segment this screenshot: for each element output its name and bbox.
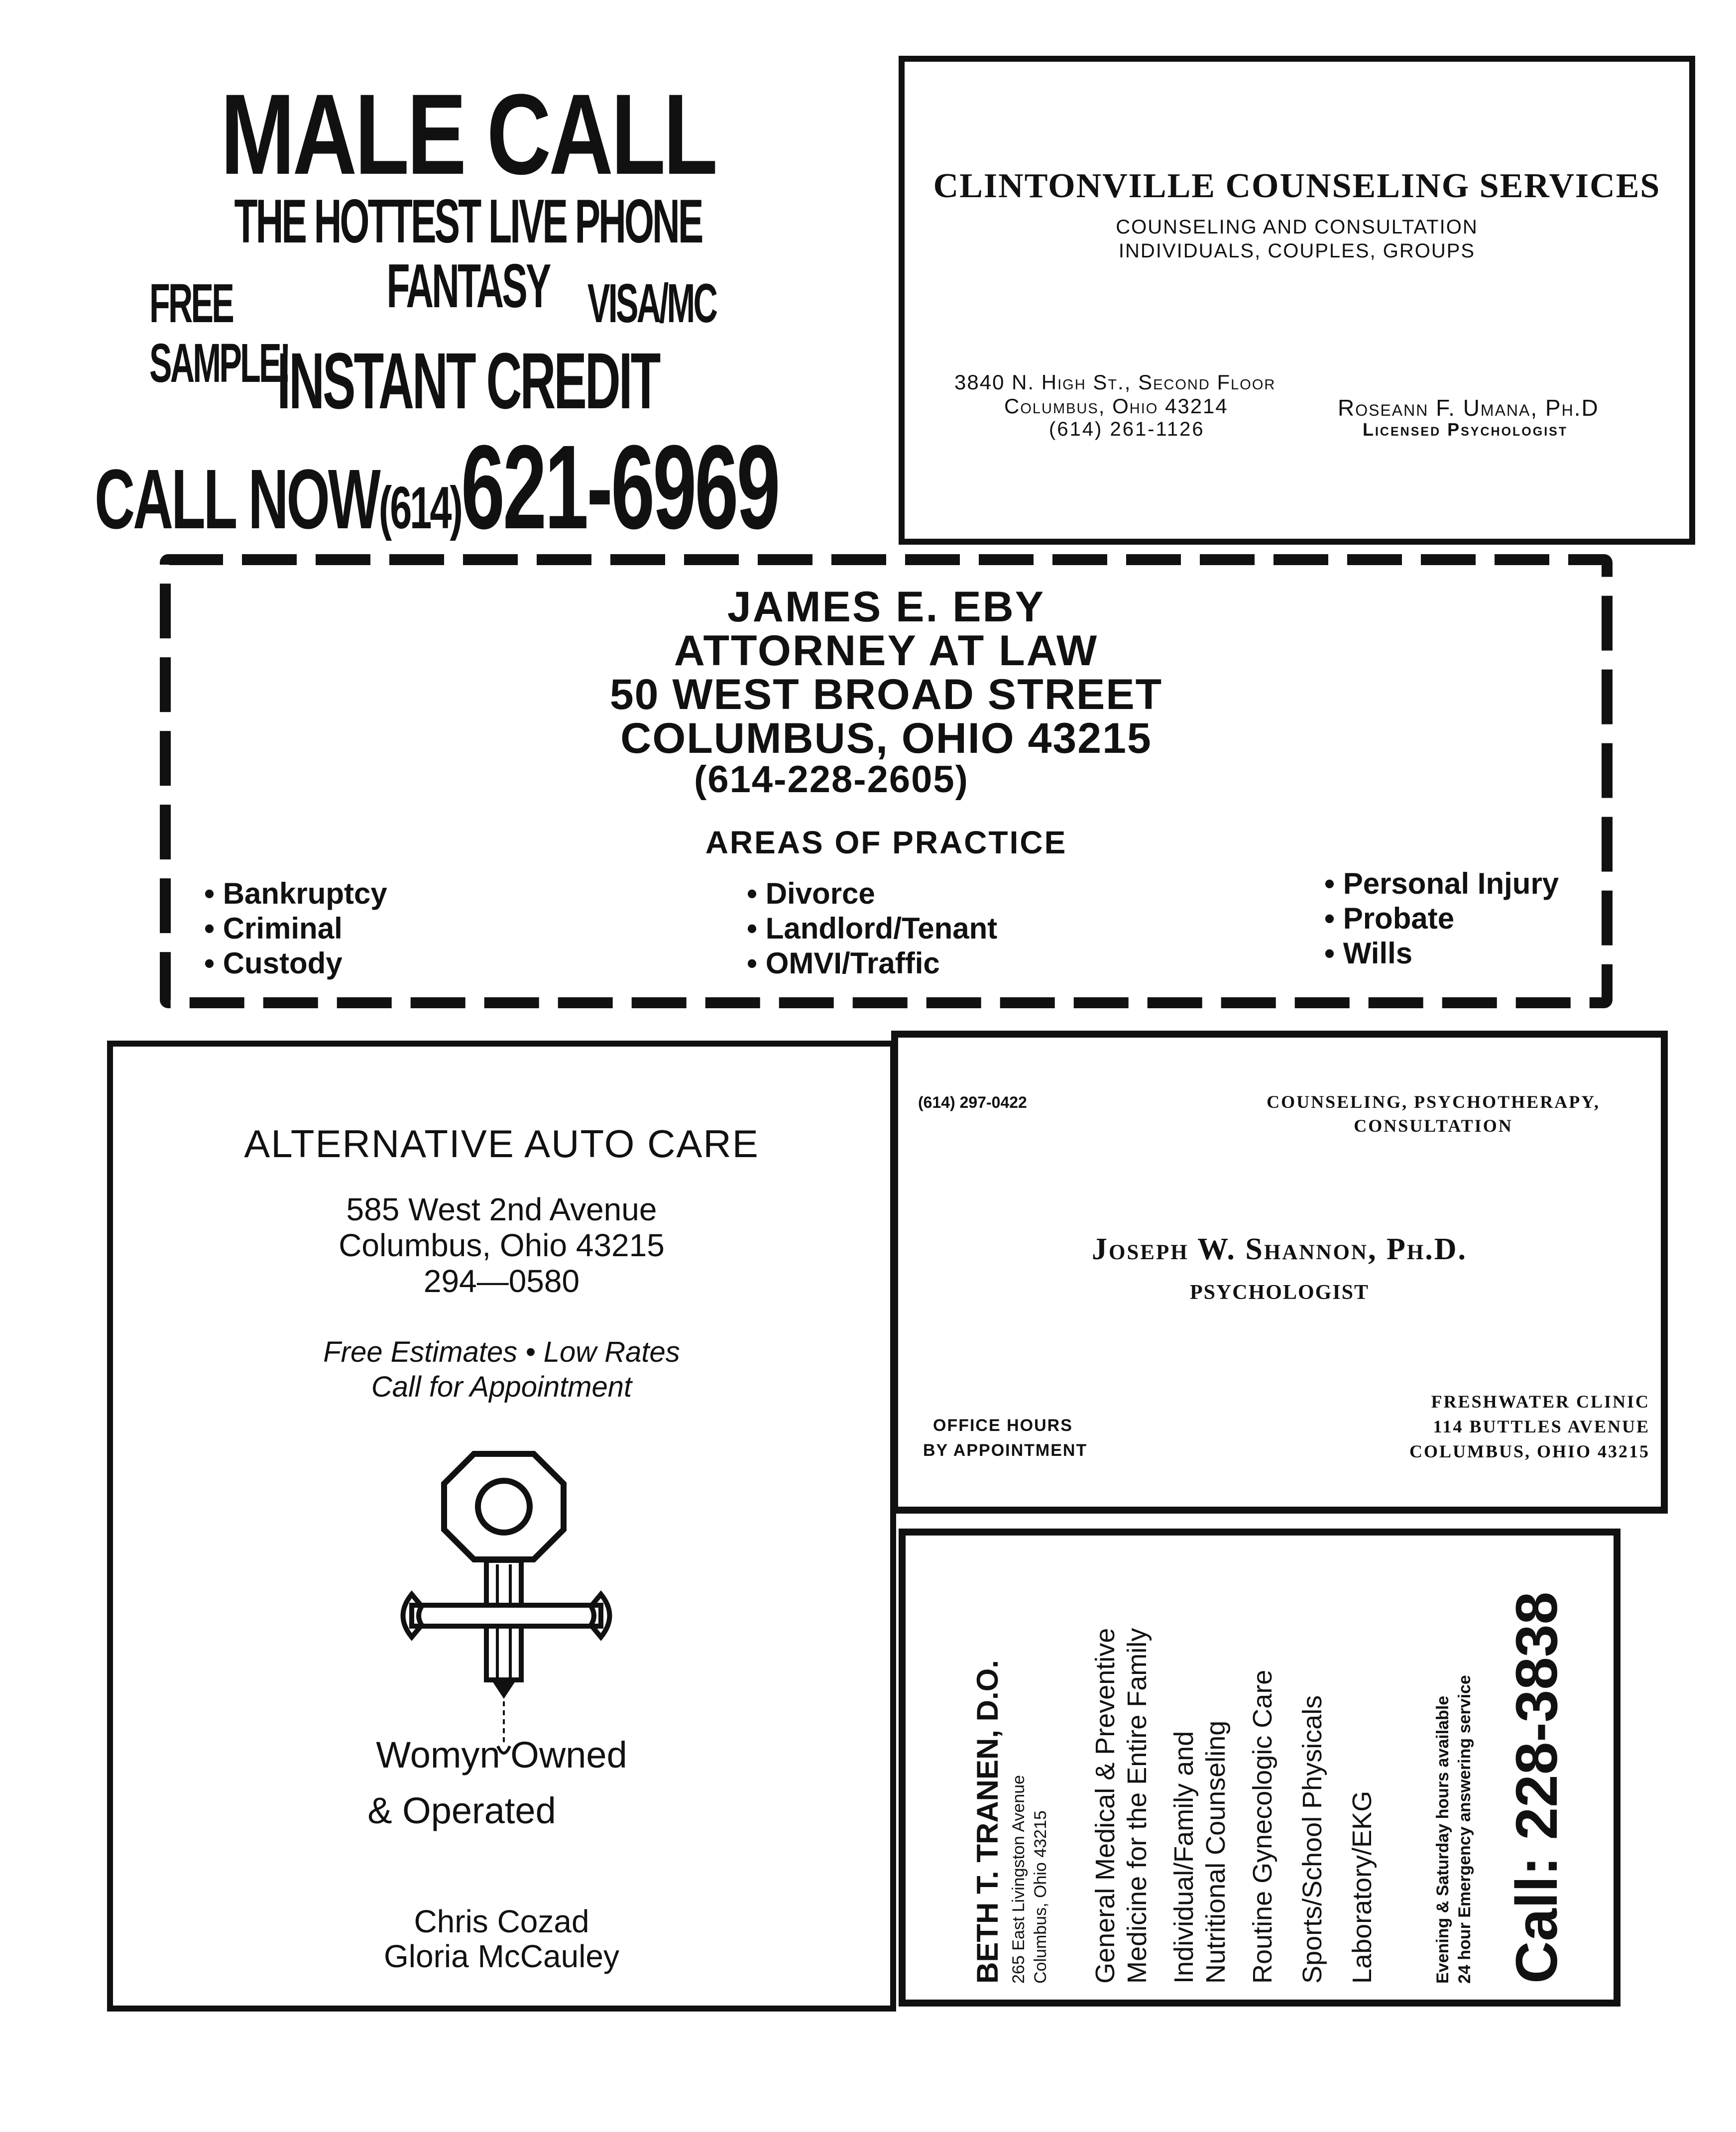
eby-practice-item: • Criminal [204,912,343,945]
auto-care-name: ALTERNATIVE AUTO CARE [244,1122,759,1166]
clintonville-line1: COUNSELING AND CONSULTATION [1116,216,1478,238]
clintonville-address2: Columbus, Ohio 43214 [1004,394,1228,418]
eby-practice-col1 [204,876,387,981]
tranen-ad [899,1529,1620,2007]
tranen-address2: Columbus, Ohio 43215 [1031,1810,1050,1984]
clintonville-phone: (614) 261-1126 [1049,418,1205,440]
eby-title: ATTORNEY AT LAW [674,627,1099,675]
tranen-service1a: General Medical & Preventive [1090,1628,1120,1984]
shannon-name: Joseph W. Shannon, Ph.D. [1091,1232,1468,1266]
shannon-ad [891,1031,1668,1514]
auto-care-owned1: Womyn Owned [376,1734,627,1776]
auto-care-line2: Call for Appointment [371,1371,632,1403]
shannon-services2: CONSULTATION [1354,1116,1513,1136]
shannon-hours2: BY APPOINTMENT [923,1441,1088,1460]
auto-care-owned2: & Operated [367,1790,556,1831]
eby-areas-heading: AREAS OF PRACTICE [705,825,1067,860]
male-call-call-now-label: CALL NOW [95,452,379,547]
tranen-call: Call: 228-3838 [1504,1591,1570,1984]
shannon-title: PSYCHOLOGIST [1189,1281,1370,1304]
male-call-free-sample: FREE SAMPLE! [149,273,289,394]
clintonville-name: CLINTONVILLE COUNSELING SERVICES [933,167,1661,205]
eby-practice-item: • Landlord/Tenant [747,912,998,945]
tranen-service1b: Medicine for the Entire Family [1122,1628,1152,1984]
clintonville-title: Licensed Psychologist [1363,419,1568,440]
auto-care-phone: 294—0580 [423,1263,580,1299]
tranen-service2b: Nutritional Counseling [1201,1720,1231,1984]
shannon-phone: (614) 297-0422 [918,1093,1027,1111]
shannon-hours1: OFFICE HOURS [933,1416,1073,1435]
tranen-service5: Laboratory/EKG [1347,1790,1377,1984]
eby-practice-item: • Wills [1324,937,1413,970]
auto-care-line1: Free Estimates • Low Rates [323,1336,680,1368]
eby-practice-item: • Personal Injury [1324,867,1559,900]
clintonville-line2: INDIVIDUALS, COUPLES, GROUPS [1118,240,1476,262]
male-call-number: 621-6969 [461,420,779,554]
auto-care-owner1: Chris Cozad [414,1903,589,1939]
clintonville-address1: 3840 N. High St., Second Floor [954,370,1276,394]
eby-name: JAMES E. EBY [727,583,1045,631]
auto-care-owner2: Gloria McCauley [383,1938,620,1974]
shannon-clinic2: 114 BUTTLES AVENUE [1433,1417,1650,1436]
male-call-credit: INSTANT CREDIT [277,336,659,425]
tranen-hours2: 24 hour Emergency answering service [1455,1675,1474,1984]
tranen-name: BETH T. TRANEN, D.O. [971,1659,1004,1984]
tranen-service4: Sports/School Physicals [1297,1695,1327,1984]
eby-street: 50 WEST BROAD STREET [609,671,1163,718]
eby-practice-item: • Custody [204,947,343,980]
shannon-clinic1: FRESHWATER CLINIC [1431,1392,1650,1412]
tranen-address1: 265 East Livingston Avenue [1009,1775,1028,1984]
eby-practice-col2 [747,876,997,981]
male-call-ad [80,70,856,554]
male-call-area-code: (614) [378,474,461,541]
eby-phone: (614-228-2605) [694,758,969,801]
auto-care-address2: Columbus, Ohio 43215 [339,1227,665,1263]
eby-city: COLUMBUS, OHIO 43215 [620,714,1152,762]
shannon-services1: COUNSELING, PSYCHOTHERAPY, [1267,1092,1600,1112]
shannon-clinic3: COLUMBUS, OHIO 43215 [1409,1441,1650,1461]
auto-care-address1: 585 West 2nd Avenue [346,1191,657,1227]
male-call-payment: VISA/MC [587,273,716,334]
clintonville-person: Roseann F. Umana, Ph.D [1338,395,1599,421]
wrench-nut-logo-icon [392,1445,621,1764]
clintonville-ad [899,56,1695,545]
eby-ad [159,553,1613,1011]
auto-care-ad [107,1041,896,2012]
eby-practice-item: • OMVI/Traffic [747,947,940,980]
eby-practice-col3 [1324,866,1559,971]
male-call-call-now [95,418,779,556]
male-call-title: MALE CALL [220,70,716,198]
eby-practice-item: • Probate [1324,902,1455,935]
tranen-service3: Routine Gynecologic Care [1248,1669,1277,1984]
male-call-tagline: THE HOTTEST LIVE PHONE FANTASY [234,187,702,321]
eby-practice-item: • Bankruptcy [204,877,387,910]
eby-practice-item: • Divorce [747,877,875,910]
tranen-hours1: Evening & Saturday hours available [1433,1695,1452,1984]
tranen-service2a: Individual/Family and [1169,1731,1199,1984]
